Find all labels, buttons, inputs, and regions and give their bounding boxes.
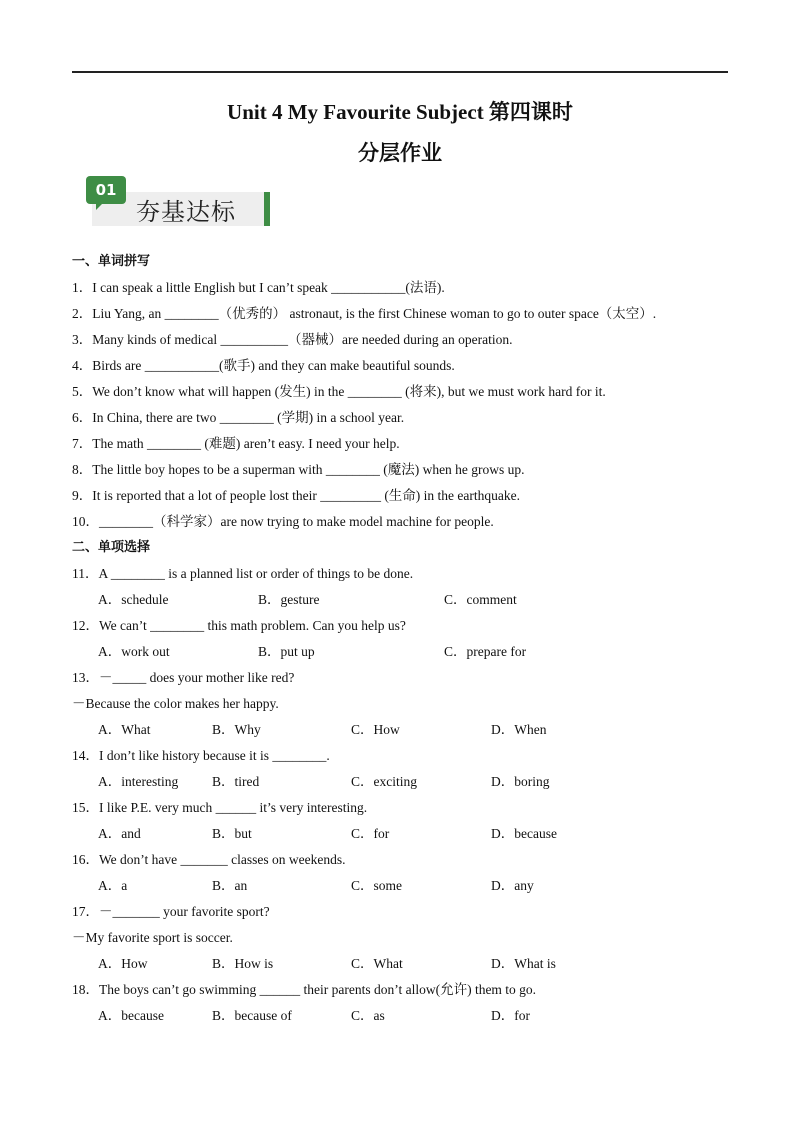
option-a: A．because: [98, 1008, 164, 1023]
question-stem: 14．I don’t like history because it is ________.: [72, 748, 330, 763]
question-stem: 15．I like P.E. very much ______ it’s very interesting.: [72, 800, 368, 815]
option-b: B．put up: [258, 644, 315, 659]
top-rule: [72, 71, 728, 73]
option-a: A．work out: [98, 644, 170, 659]
option-b: B．gesture: [258, 592, 320, 607]
section-heading-choice: 二、单项选择: [72, 540, 151, 555]
spelling-item: 8．The little boy hopes to be a superman with ________ (魔法) when he grows up.: [72, 462, 525, 477]
option-a: A．and: [98, 826, 141, 841]
option-d: D．When: [491, 722, 547, 737]
spelling-item: 2．Liu Yang, an ________（优秀的） astronaut, is the first Chinese woman to go to outer space（太空）.: [72, 306, 657, 321]
option-d: D．any: [491, 878, 534, 893]
option-a: A．a: [98, 878, 128, 893]
badge-number: 01: [86, 176, 126, 204]
option-row: [72, 951, 732, 977]
option-row: [72, 873, 732, 899]
section-badge: [86, 174, 272, 230]
spelling-item: 9．It is reported that a lot of people lost their _________ (生命) in the earthquake.: [72, 488, 521, 503]
question-stem: 12．We can’t ________ this math problem. Can you help us?: [72, 618, 406, 633]
option-a: A．interesting: [98, 774, 179, 789]
option-b: B．but: [212, 826, 252, 841]
option-row: [72, 1003, 732, 1029]
question-stem: 16．We don’t have _______ classes on weekends.: [72, 852, 346, 867]
option-c: C．for: [351, 826, 390, 841]
spelling-item: 6．In China, there are two ________ (学期) in a school year.: [72, 410, 405, 425]
badge-bar: [264, 192, 270, 226]
option-b: B．Why: [212, 722, 261, 737]
option-a: A．What: [98, 722, 151, 737]
option-d: D．What is: [491, 956, 556, 971]
spelling-item: 7．The math ________ (难题) aren’t easy. I need your help.: [72, 436, 400, 451]
option-a: A．How: [98, 956, 148, 971]
option-d: D．because: [491, 826, 557, 841]
option-a: A．schedule: [98, 592, 169, 607]
spelling-item: 4．Birds are ___________(歌手) and they can make beautiful sounds.: [72, 358, 455, 373]
badge-text: 夯基达标: [136, 198, 236, 226]
question-stem: 13．－_____ does your mother like red?: [72, 670, 295, 685]
section-heading-spelling: 一、单词拼写: [72, 254, 151, 269]
option-c: C．What: [351, 956, 403, 971]
option-row: [72, 717, 732, 743]
option-d: D．for: [491, 1008, 530, 1023]
option-c: C．as: [351, 1008, 385, 1023]
question-stem: 18．The boys can’t go swimming ______ their parents don’t allow(允许) them to go.: [72, 982, 537, 997]
option-b: B．because of: [212, 1008, 292, 1023]
option-b: B．an: [212, 878, 248, 893]
spelling-item: 1．I can speak a little English but I can’t speak ___________(法语).: [72, 280, 445, 295]
worksheet-content: [72, 249, 732, 1029]
badge-tail-icon: [96, 202, 104, 210]
option-row: [72, 769, 732, 795]
option-b: B．How is: [212, 956, 274, 971]
spelling-item: 3．Many kinds of medical __________（器械）are needed during an operation.: [72, 332, 513, 347]
spelling-item: 10．________（科学家）are now trying to make model machine for people.: [72, 514, 494, 529]
option-c: C．some: [351, 878, 403, 893]
option-d: D．boring: [491, 774, 550, 789]
option-c: C．exciting: [351, 774, 417, 789]
option-row: [72, 639, 732, 665]
option-row: [72, 587, 732, 613]
question-stem: 11．A ________ is a planned list or order of things to be done.: [72, 566, 414, 581]
page-title: Unit 4 My Favourite Subject 第四课时: [227, 100, 573, 124]
question-dialogue: －Because the color makes her happy.: [72, 696, 279, 711]
question-dialogue: －My favorite sport is soccer.: [72, 930, 233, 945]
page-subtitle: 分层作业: [358, 141, 442, 165]
option-row: [72, 821, 732, 847]
option-b: B．tired: [212, 774, 260, 789]
option-c: C．prepare for: [444, 644, 527, 659]
question-stem: 17．－_______ your favorite sport?: [72, 904, 270, 919]
option-c: C．comment: [444, 592, 517, 607]
spelling-item: 5．We don’t know what will happen (发生) in the ________ (将来), but we must work hard for it.: [72, 384, 606, 399]
option-c: C．How: [351, 722, 400, 737]
